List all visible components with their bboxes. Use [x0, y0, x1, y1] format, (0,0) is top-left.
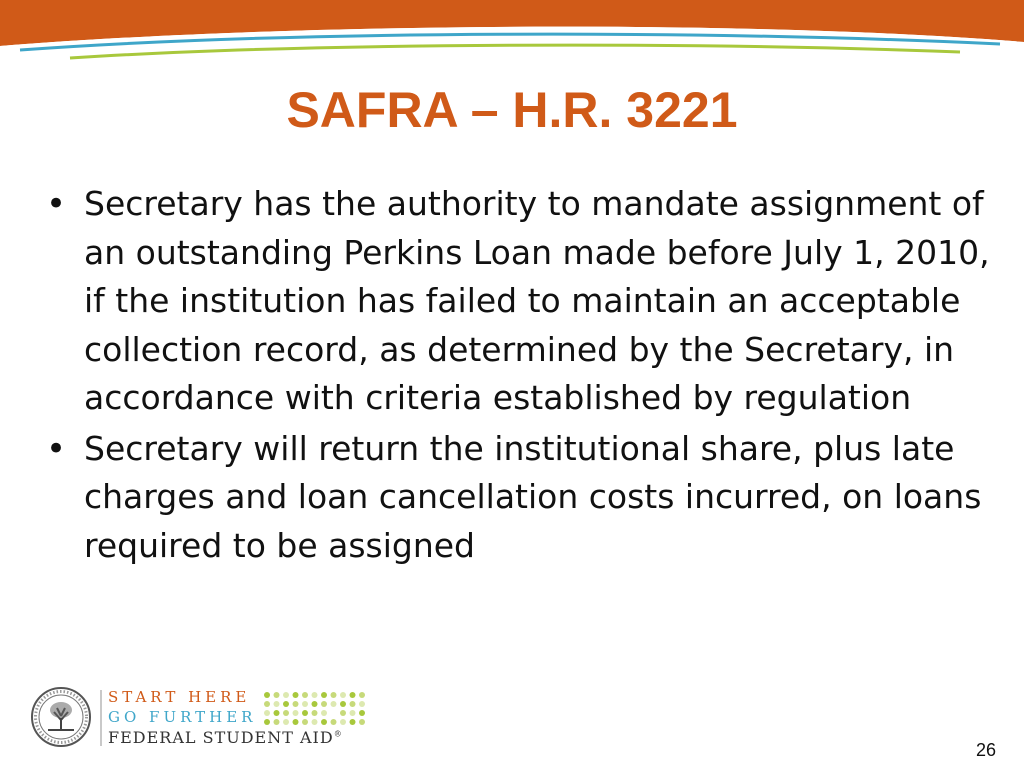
logo-dot [302, 701, 308, 707]
logo-start-here: START HERE [108, 688, 251, 706]
logo-dot [359, 692, 365, 698]
logo-dot [264, 701, 270, 707]
logo-dot [293, 701, 299, 707]
logo-dot [321, 710, 327, 716]
logo-dot [293, 692, 299, 698]
logo-dot [340, 692, 346, 698]
bullet-item [46, 425, 996, 571]
logo-dot [283, 719, 289, 725]
logo-dot [302, 692, 308, 698]
logo-go-further: GO FURTHER [108, 708, 257, 726]
department-of-education-seal-icon [30, 686, 92, 748]
logo-dot [340, 719, 346, 725]
logo-dot [274, 719, 280, 725]
logo-dot [312, 719, 318, 725]
logo-dot [331, 701, 337, 707]
logo-dot [283, 710, 289, 716]
logo-fsa-text: FEDERAL STUDENT AID [108, 728, 334, 747]
logo-dot [340, 701, 346, 707]
logo-federal-student-aid [108, 728, 342, 747]
logo-dot [293, 719, 299, 725]
logo-dot [350, 701, 356, 707]
logo-dot [264, 692, 270, 698]
logo-dot [350, 692, 356, 698]
logo-dot [321, 692, 327, 698]
bullet-text: Secretary has the authority to mandate assignment of an outstanding Perkins Loan made before July 1, 2010, if the institution has failed to maintain an acceptable collection record, as determined by the Secretary, in accordance with criteria established by regulation [84, 184, 990, 417]
bullet-item [46, 180, 996, 423]
header-decorative-band [0, 0, 1024, 60]
logo-dots-icon [262, 690, 372, 728]
bullet-list [46, 180, 996, 572]
logo-divider [100, 690, 102, 746]
logo-dot [274, 701, 280, 707]
logo-dot [293, 710, 299, 716]
logo-dot [312, 701, 318, 707]
logo-dot [331, 692, 337, 698]
logo-dot [283, 701, 289, 707]
logo-dot [350, 719, 356, 725]
registered-mark: ® [333, 729, 342, 739]
logo-dot [340, 710, 346, 716]
bullet-symbol: • [46, 428, 67, 469]
logo-dot [274, 692, 280, 698]
bullet-text: Secretary will return the institutional share, plus late charges and loan cancellation costs incurred, on loans required to be assigned [84, 428, 982, 565]
logo-dot [274, 710, 280, 716]
logo-dot [312, 692, 318, 698]
logo-dot [359, 719, 365, 725]
logo-dot [302, 719, 308, 725]
logo-dot [312, 710, 318, 716]
logo-dot [359, 701, 365, 707]
logo-dot [302, 710, 308, 716]
logo-dot [350, 710, 356, 716]
page-number: 26 [975, 740, 996, 760]
logo-dot [264, 719, 270, 725]
bullet-symbol: • [46, 184, 67, 224]
logo-dot [264, 710, 270, 716]
logo-dot [283, 692, 289, 698]
slide-title: SAFRA – H.R. 3221 [286, 82, 738, 138]
logo-dot [331, 719, 337, 725]
logo-dot [321, 719, 327, 725]
fsa-logo [30, 686, 360, 752]
logo-dot [321, 701, 327, 707]
logo-dot [359, 710, 365, 716]
